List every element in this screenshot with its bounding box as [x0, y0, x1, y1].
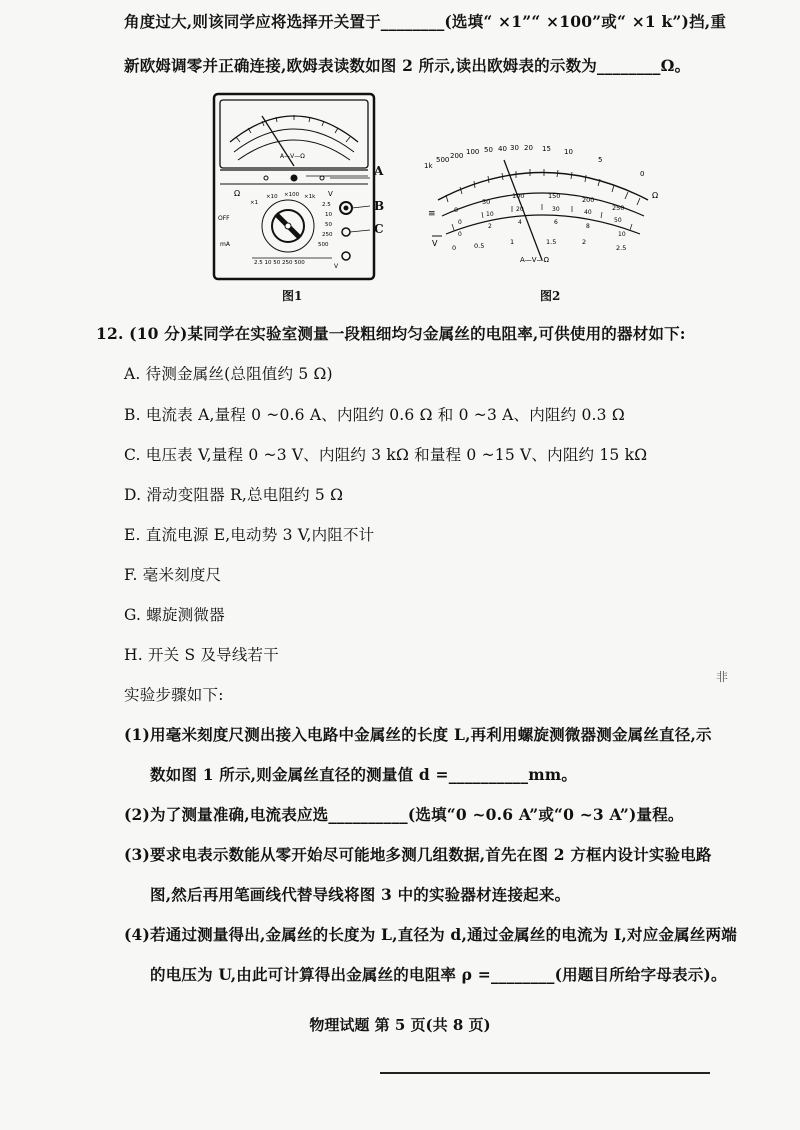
fig1-label-a: A [374, 164, 384, 178]
q12-item-d: D. 滑动变阻器 R,总电阻约 5 Ω [124, 486, 344, 504]
page-footer: 物理试题 第 5 页(共 8 页) [309, 1016, 491, 1034]
fig2-low2-tick-1: 2 [488, 223, 492, 230]
fig2-omega-label: Ω [652, 191, 659, 200]
q12-step3-line2: 图,然后再用笔画线代替导线将图 3 中的实验器材连接起来。 [150, 885, 571, 904]
fig1-dial-left-0: ×1 [250, 200, 259, 206]
fig1-v-label: V [328, 190, 333, 198]
fig2-mid-tick-2: 100 [512, 192, 525, 200]
q12-item-c: C. 电压表 V,量程 0 ~3 V、内阻约 3 kΩ 和量程 0 ~15 V、内阻约 15 kΩ [124, 446, 648, 464]
fig1-ma-label: mA [220, 241, 230, 248]
fig1-jack-minus [342, 252, 350, 260]
footer-rule [380, 1072, 710, 1074]
q12-step4-line2: 的电压为 U,由此可计算得出金属丝的电阻率 ρ =________(用题目所给字母表示)。 [150, 965, 727, 984]
svg-text:≡: ≡ [428, 209, 436, 219]
fig2-low-tick-5: 2.5 [616, 244, 627, 252]
fig1-bottom-scale: 2.5 10 50 250 500 [254, 260, 305, 266]
fig2-low2-tick-5: 10 [618, 231, 626, 238]
fig2-mid-tick-4: 200 [582, 196, 595, 204]
fig2-low-tick-1: 0.5 [474, 242, 485, 250]
q12-item-g: G. 螺旋测微器 [124, 606, 225, 624]
fig1-off-label: OFF [218, 215, 230, 222]
intro-line-2: 新欧姆调零并正确连接,欧姆表读数如图 2 所示,读出欧姆表的示数为________Ω。 [124, 56, 691, 75]
fig1-zero-adjust-screw [291, 175, 298, 182]
fig2-ohm-tick-8: 15 [542, 145, 551, 153]
fig2-ohm-tick-6: 30 [510, 144, 519, 152]
fig2-ohm-tick-1: 500 [436, 156, 450, 164]
intro-line-1: 角度过大,则该同学应将选择开关置于________(选填“ ×1”“ ×100”或“ ×1 k”)挡,重 [124, 12, 727, 31]
fig2-ohm-tick-10: 5 [598, 156, 603, 164]
fig1-label-c: C [374, 222, 384, 236]
fig1-dial-left-1: ×10 [266, 194, 278, 200]
fig1-dial-left-2: ×100 [284, 192, 300, 198]
fig2-ohm-tick-5: 40 [498, 145, 507, 153]
fig1-jack-plus [342, 228, 350, 236]
q12-item-f: F. 毫米刻度尺 [124, 566, 222, 584]
fig2-mid-tick-5: 250 [612, 204, 625, 212]
q12-step4-line1: (4)若通过测量得出,金属丝的长度为 L,直径为 d,通过金属丝的电流为 I,对应金属丝两端 [124, 925, 737, 944]
fig2-low2-tick-2: 4 [518, 219, 522, 226]
fig1-label-b: B [374, 199, 385, 213]
q12-item-h: H. 开关 S 及导线若干 [124, 646, 279, 664]
fig2-mid-tick-0: 0 [454, 206, 459, 214]
fig2-ohm-tick-9: 10 [564, 148, 573, 156]
fig2-low-tick-4: 2 [582, 238, 587, 246]
fig2-mid2-tick-4: 40 [584, 209, 592, 216]
fig1-dial-left-3: ×1k [304, 194, 316, 200]
fig1-omega-label: Ω [234, 189, 241, 198]
fig2-low-tick-3: 1.5 [546, 238, 557, 246]
fig1-dial-right-2: 50 [325, 222, 332, 228]
fig2-ohm-tick-0: 1k [424, 162, 433, 170]
fig2-mid2-tick-2: 20 [516, 206, 524, 213]
fig1-bottom-v: V [334, 263, 339, 270]
fig2-low-tick-0: 0 [452, 244, 457, 252]
figure-1-multimeter [210, 92, 390, 284]
q12-step3-line1: (3)要求电表示数能从零开始尽可能地多测几组数据,首先在图 2 方框内设计实验电路 [124, 845, 712, 864]
fig2-low2-tick-4: 8 [586, 223, 590, 230]
q12-step1-line2: 数如图 1 所示,则金属丝直径的测量值 d =__________mm。 [150, 765, 578, 784]
fig1-dial-right-4: 500 [318, 242, 329, 248]
fig2-mid2-tick-1: 10 [486, 211, 494, 218]
fig2-ohm-tick-11: 0 [640, 170, 645, 178]
q12-steps-title: 实验步骤如下: [124, 686, 224, 704]
q12-stem: 12. (10 分)某同学在实验室测量一段粗细均匀金属丝的电阻率,可供使用的器材如下: [96, 324, 686, 343]
fig2-ohm-tick-7: 20 [524, 144, 533, 152]
fig1-caption: 图1 [282, 289, 303, 303]
fig1-dial-right-3: 250 [322, 232, 333, 238]
fig1-dial-right-0: 2.5 [322, 202, 331, 208]
fig2-center-text: A—V—Ω [520, 256, 549, 264]
fig2-mid2-tick-3: 30 [552, 206, 560, 213]
fig2-mid-tick-3: 150 [548, 192, 561, 200]
fig2-low2-tick-0: 0 [458, 231, 462, 238]
fig1-dial-right-1: 10 [325, 212, 332, 218]
figure-2-meter-scale [418, 140, 668, 280]
fig2-mid2-tick-5: 50 [614, 217, 622, 224]
fig2-mid2-tick-0: 0 [458, 219, 462, 226]
fig2-mid-tick-1: 50 [482, 198, 491, 206]
q12-item-a: A. 待测金属丝(总阻值约 5 Ω) [124, 365, 333, 383]
fig2-v-label: V [432, 239, 438, 248]
fig2-ohm-tick-4: 50 [484, 146, 493, 154]
q12-item-b: B. 电流表 A,量程 0 ~0.6 A、内阻约 0.6 Ω 和 0 ~3 A、内阻约 0.3 Ω [124, 406, 625, 424]
margin-mark: 非 [716, 670, 729, 684]
fig2-ohm-tick-2: 200 [450, 152, 464, 160]
q12-step1-line1: (1)用毫米刻度尺测出接入电路中金属丝的长度 L,再利用螺旋测微器测金属丝直径,示 [124, 725, 712, 744]
q12-item-e: E. 直流电源 E,电动势 3 V,内阻不计 [124, 526, 375, 544]
q12-step2: (2)为了测量准确,电流表应选__________(选填“0 ~0.6 A”或“0 ~3 A”)量程。 [124, 805, 684, 824]
fig1-meter-text: A—V—Ω [280, 153, 305, 160]
fig2-ohm-tick-3: 100 [466, 148, 480, 156]
fig2-caption: 图2 [540, 289, 561, 303]
fig2-low-tick-2: 1 [510, 238, 515, 246]
fig2-low2-tick-3: 6 [554, 219, 558, 226]
